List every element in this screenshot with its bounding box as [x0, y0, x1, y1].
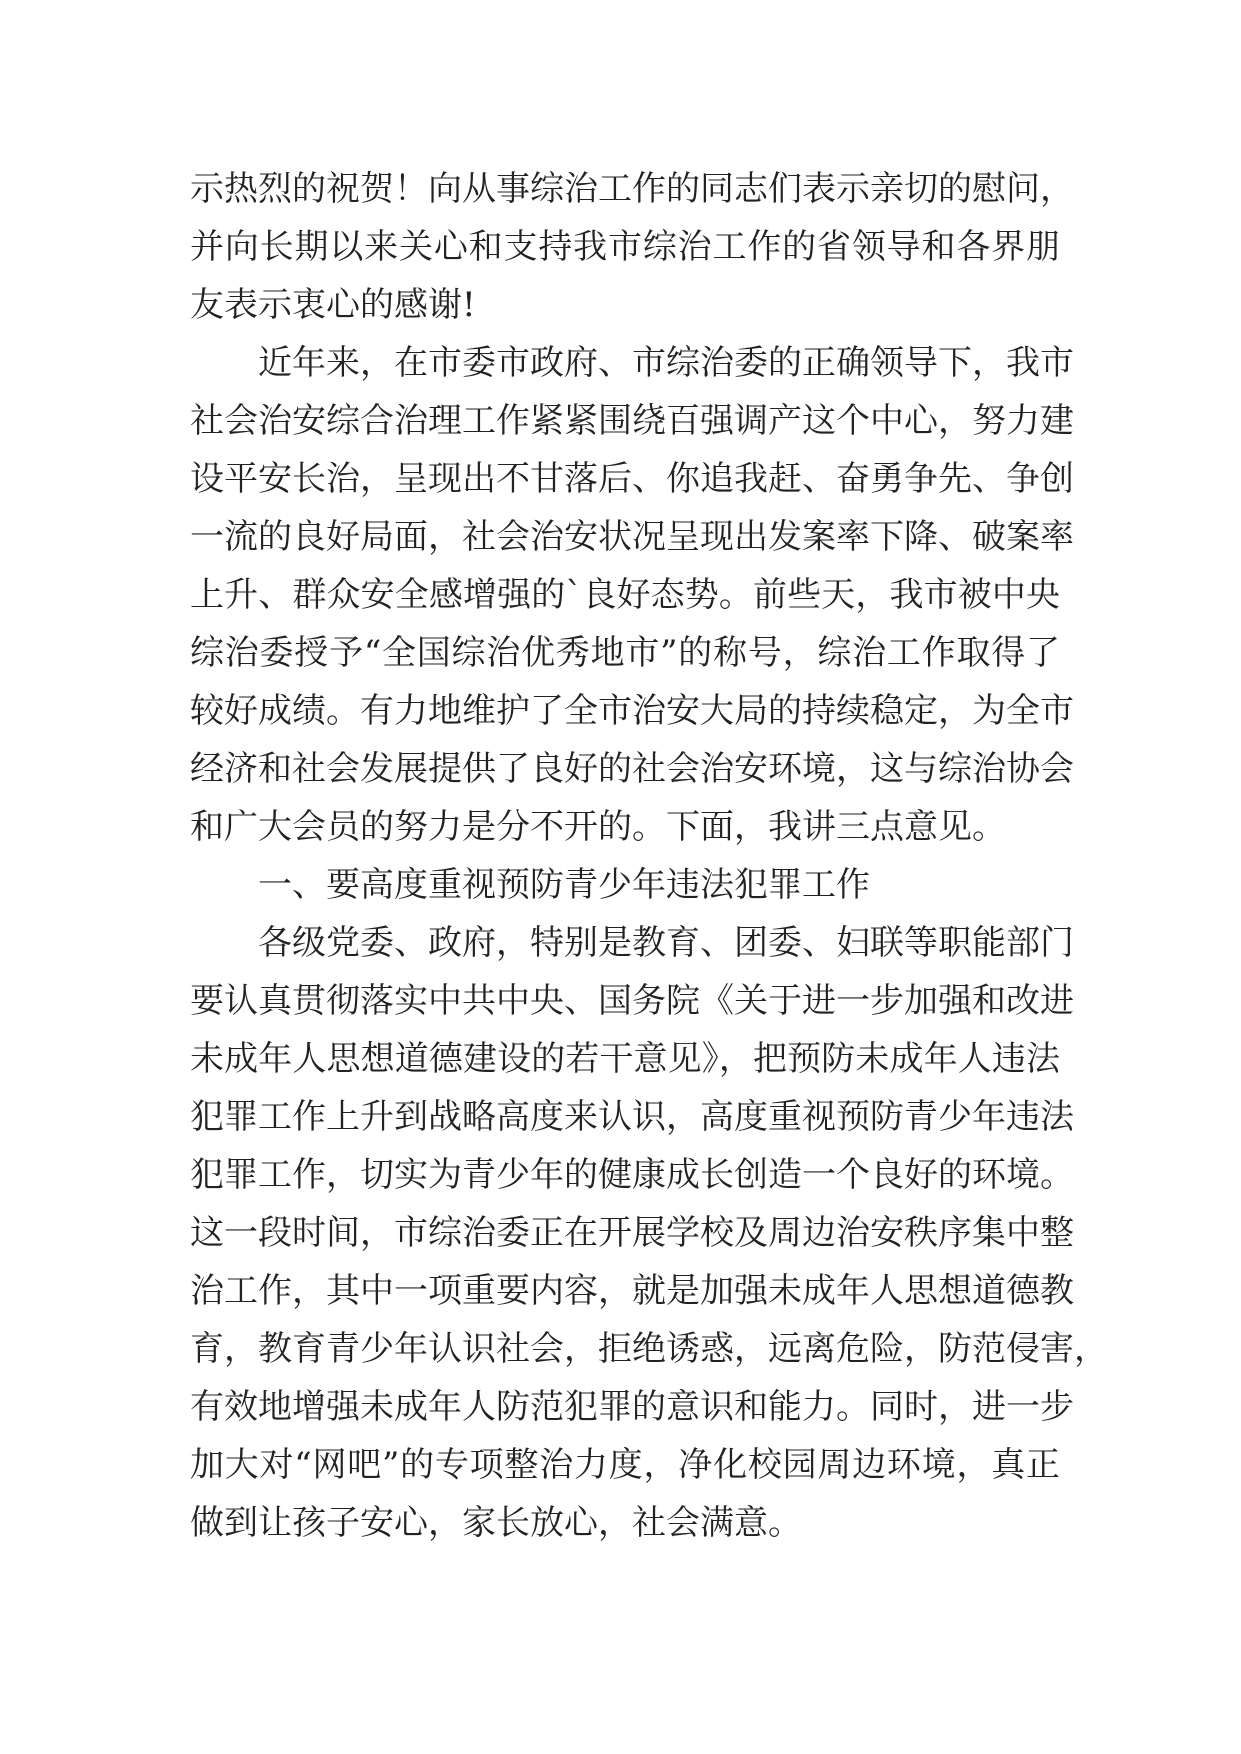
text-line: 综治委授予“全国综治优秀地市”的称号，综治工作取得了	[190, 633, 1060, 673]
text-line: 加大对“网吧”的专项整治力度，净化校园周边环境，真正	[190, 1445, 1060, 1485]
text-line: 近年来，在市委市政府、市综治委的正确领导下，我市	[258, 343, 1074, 383]
section-heading: 一、要高度重视预防青少年违法犯罪工作	[258, 865, 870, 905]
text-line: 示热烈的祝贺！向从事综治工作的同志们表示亲切的慰问，	[190, 169, 1074, 209]
text-line: 经济和社会发展提供了良好的社会治安环境，这与综治协会	[190, 749, 1074, 789]
text-line: 一流的良好局面，社会治安状况呈现出发案率下降、破案率	[190, 517, 1074, 557]
text-line: 未成年人思想道德建设的若干意见》，把预防未成年人违法	[190, 1039, 1060, 1079]
text-line: 做到让孩子安心，家长放心，社会满意。	[190, 1503, 802, 1543]
text-line: 和广大会员的努力是分不开的。下面，我讲三点意见。	[190, 807, 1006, 847]
text-line: 并向长期以来关心和支持我市综治工作的省领导和各界朋	[190, 227, 1060, 267]
text-line: 犯罪工作上升到战略高度来认识，高度重视预防青少年违法	[190, 1097, 1074, 1137]
text-line: 犯罪工作，切实为青少年的健康成长创造一个良好的环境。	[190, 1155, 1074, 1195]
text-line: 设平安长治，呈现出不甘落后、你追我赶、奋勇争先、争创	[190, 459, 1074, 499]
text-line: 治工作，其中一项重要内容，就是加强未成年人思想道德教	[190, 1271, 1074, 1311]
text-line: 社会治安综合治理工作紧紧围绕百强调产这个中心，努力建	[190, 401, 1074, 441]
document-body	[190, 160, 1108, 1552]
text-line: 各级党委、政府，特别是教育、团委、妇联等职能部门	[258, 923, 1074, 963]
text-line: 较好成绩。有力地维护了全市治安大局的持续稳定，为全市	[190, 691, 1074, 731]
text-line: 有效地增强未成年人防范犯罪的意识和能力。同时，进一步	[190, 1387, 1074, 1427]
text-line: 育，教育青少年认识社会，拒绝诱惑，远离危险，防范侵害，	[190, 1329, 1108, 1369]
text-line: 友表示衷心的感谢!	[190, 285, 476, 325]
text-line: 上升、群众安全感增强的`良好态势。前些天，我市被中央	[190, 575, 1060, 615]
text-line: 要认真贯彻落实中共中央、国务院《关于进一步加强和改进	[190, 981, 1074, 1021]
text-line: 这一段时间，市综治委正在开展学校及周边治安秩序集中整	[190, 1213, 1074, 1253]
